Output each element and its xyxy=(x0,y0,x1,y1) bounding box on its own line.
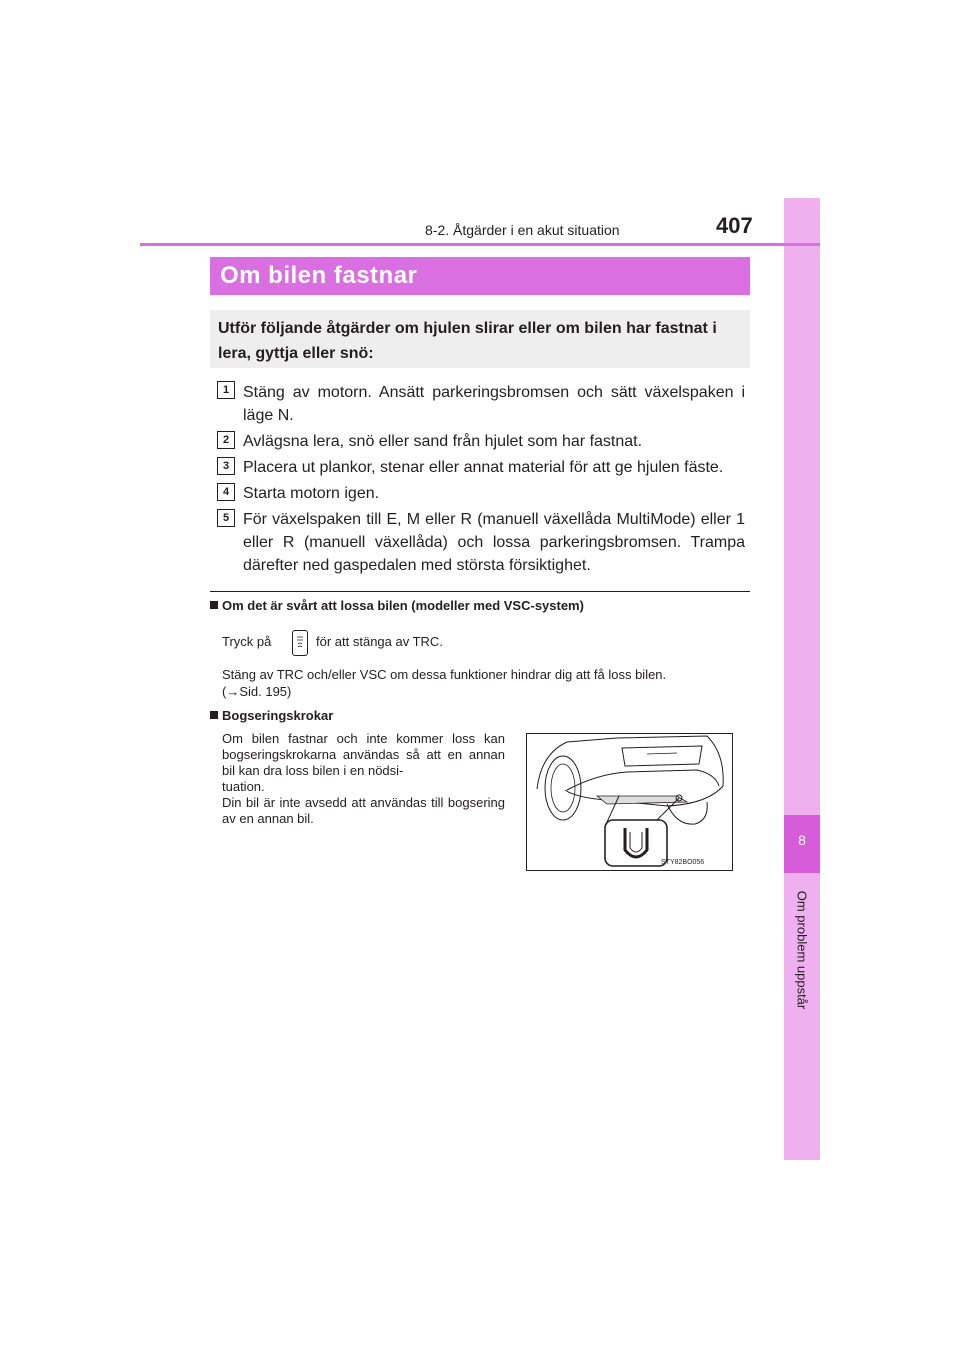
vsc-heading: Om det är svårt att lossa bilen (modeller med VSC-system) xyxy=(210,598,584,613)
header-divider xyxy=(140,243,820,246)
chapter-number: 8 xyxy=(784,815,820,873)
step-number: 3 xyxy=(217,457,235,475)
press-text-after: för att stänga av TRC. xyxy=(316,634,443,649)
intro-box xyxy=(210,310,750,368)
intro-text: Utför följande åtgärder om hjulen slirar eller om bilen har fastnat i lera, gyttja eller snö: xyxy=(218,320,717,362)
page-number: 407 xyxy=(716,213,753,238)
towing-text: Om bilen fastnar och inte kommer loss kan bogseringskrokarna användas så att en annan bil kan dra loss bilen i en nödsi- tuation. Din bil är inte avsedd att användas till bogsering av en annan bil. xyxy=(222,731,505,826)
trc-off-button-icon xyxy=(292,630,308,656)
step-text: Stäng av motorn. Ansätt parkeringsbromsen och sätt växelspaken i läge N. xyxy=(243,384,745,424)
step-number: 4 xyxy=(217,483,235,501)
step-number: 2 xyxy=(217,431,235,449)
bullet-square-icon xyxy=(210,601,218,609)
page-title: Om bilen fastnar xyxy=(220,262,418,289)
step-text: Starta motorn igen. xyxy=(243,485,380,502)
step-text: Avlägsna lera, snö eller sand från hjulet som har fastnat. xyxy=(243,433,643,450)
section-title: 8-2. Åtgärder i en akut situation xyxy=(425,222,620,238)
chapter-title: Om problem uppstår xyxy=(794,890,810,1010)
page-reference[interactable]: (→Sid. 195) xyxy=(222,684,292,699)
step-number: 5 xyxy=(217,509,235,527)
step-text: Placera ut plankor, stenar eller annat material för att ge hjulen fäste. xyxy=(243,459,724,476)
page-title-bar xyxy=(210,257,750,295)
step-text: För växelspaken till E, M eller R (manuell växellåda MultiMode) eller 1 eller R (manuell växellåda) och lossa parkeringsbromsen. Trampa därefter ned gaspedalen med största försiktighet. xyxy=(243,511,745,574)
step-number: 1 xyxy=(217,381,235,399)
vsc-note: Stäng av TRC och/eller VSC om dessa funktioner hindrar dig att få loss bilen. xyxy=(222,667,667,682)
section-divider xyxy=(210,591,750,592)
towing-heading: Bogseringskrokar xyxy=(210,708,333,723)
towing-hook-illustration xyxy=(526,733,733,871)
press-text-before: Tryck på xyxy=(222,634,272,649)
bullet-square-icon xyxy=(210,711,218,719)
image-code: STY82BO056 xyxy=(661,859,705,866)
